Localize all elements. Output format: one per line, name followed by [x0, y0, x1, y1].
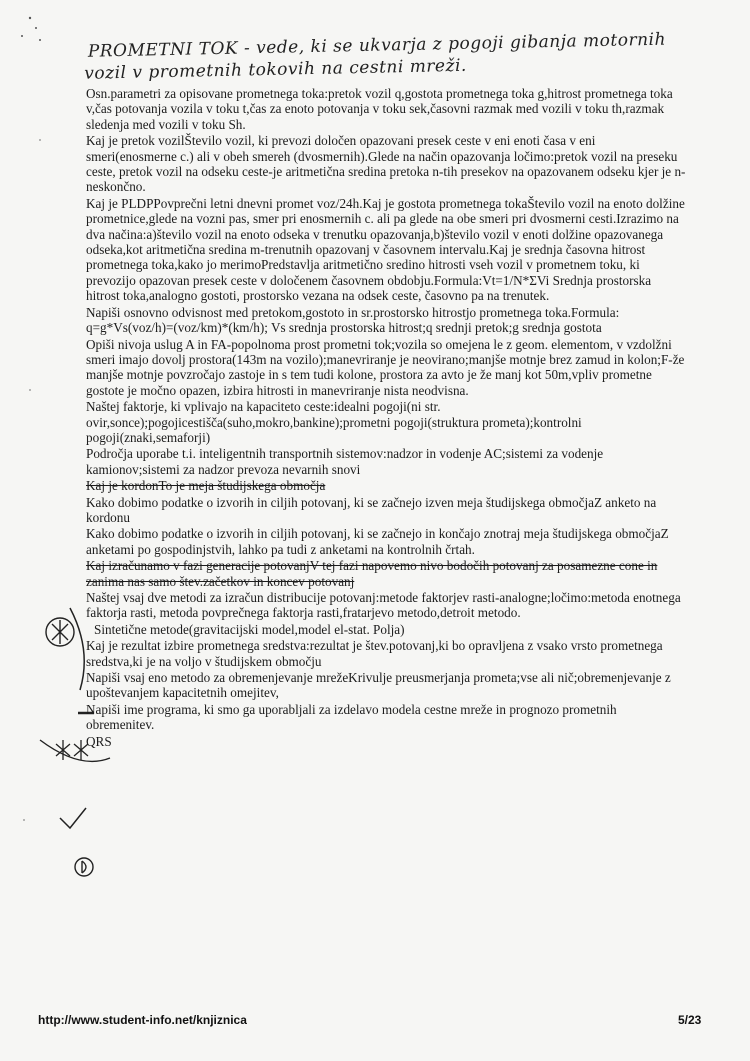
handwritten-line-1: PROMETNI TOK - vede, ki se ukvarja z pogoji gibanja motornih — [87, 29, 667, 62]
paragraph-inside-trips: Kako dobimo podatke o izvorih in ciljih potovanj, ki se začnejo in končajo znotraj meja študijskega območjaZ anketami po gospodinjstvih, lahko pa tudi z anketami na kontrolnih črtah. — [86, 526, 669, 557]
paragraph-qrs: QRS — [86, 733, 112, 749]
paragraph-capacity-factors: Naštej faktorje, ki vplivajo na kapaciteto ceste:idealni pogoji(ni str. ovir,sonce);pogojicestišča(suho,mokro,bankine);prometni pogoji(struktura prometa);kontrolni pogoji(znaki,semaforji) — [86, 399, 582, 445]
check-mark-icon — [60, 808, 86, 828]
star-mark-icon — [46, 618, 74, 646]
paragraph-its: Področja uporabe t.i. inteligentnih transportnih sistemov:nadzor in vodenje AC;sistemi za vodenje kamionov;sistemi za nadzor prevoza nevarnih snovi — [86, 446, 604, 477]
handwritten-line-2: vozil v prometnih tokovih na cestni mreži. — [84, 55, 468, 84]
paragraph-cordon-struck: Kaj je kordonTo je meja študijskega območja — [86, 478, 326, 494]
footer-url: http://www.student-info.net/knjiznica — [38, 1013, 247, 1027]
bracket-mark-icon — [70, 608, 84, 690]
circled-mark-icon — [75, 858, 93, 876]
paragraph-pldp: Kaj je PLDPPovprečni letni dnevni promet voz/24h.Kaj je gostota prometnega tokaŠtevilo vozil na enoto dolžine prometnice,glede na vozni pas, smer pri enosmernih c. ali pa glede na obe smeri pri dvosmerni cesti.Izrazimo na dva načina:a)število vozil na enoto odseka v trenutku opazovanja,b)število vozil v enoti dolžine opazovanega odseka,kot aritmetična sredina m-trenutnih opazovanj v časovnem intervalu.Kaj je srednja časovna hitrost prometnega toka,kako jo merimoPredstavlja aritmetično sredino hitrosti vseh vozil v prometnem toku, ki prevozijo opazovan presek ceste v določenem časovnem obdobju.Formula:Vt=1/N*ΣVi Srednja prostorska hitrost toka,analogno gostoti, prostorsko vezana na odsek ceste, časovno pa na trenutek. — [86, 195, 685, 304]
paragraph-relation: Napiši osnovno odvisnost med pretokom,gostoto in sr.prostorsko hitrostjo prometnega toka.Formula: q=g*Vs(voz/h)=(voz/km)*(km/h); Vs srednja prostorska hitrost;q srednji pretok;g srednja gostota — [86, 304, 620, 336]
main-text — [86, 86, 686, 750]
paragraph-program: Napiši ime programa, ki smo ga uporabljali za izdelavo modela cestne mreže in prognozo prometnih obremenitev. — [86, 701, 617, 733]
paragraph-outside-trips: Kako dobimo podatke o izvorih in ciljih potovanj, ki se začnejo izven meja študijskega območjaZ anketo na kordonu — [86, 494, 657, 525]
paragraph-generation-struck: Kaj izračunamo v fazi generacije potovanjV tej fazi napovemo nivo bodočih potovanj za posamezne cone in zanima nas samo štev.začetkov in koncev potovanj — [86, 558, 658, 589]
paragraph-synthetic: Sintetične metode(gravitacijski model,model el-stat. Polja) — [94, 621, 405, 637]
paragraph-service-levels: Opiši nivoja uslug A in FA-popolnoma prost prometni tok;vozila so omejena le z geom. elementom, v vzdolžni smeri imajo dovolj prostora(143m na vozilo);manevriranje je neovirano;manjše motnje brez zamud in kolon;F-že manjše motnje povzročajo zastoje in s tem tudi kolone, prostora za avto je že manj kot 50m,vpliv prometne gostote je močno opazen, izbira hitrosti in manevriranje nista neodvisna. — [86, 336, 685, 398]
asterisk-mark-icon — [56, 740, 88, 760]
paragraph-assignment: Napiši vsaj eno metodo za obremenjevanje mrežeKrivulje preusmerjanja prometa;vse ali nič;obremenjevanje z upoštevanjem kapacitetnih omejitev, — [86, 670, 671, 701]
paragraph-flow: Kaj je pretok vozilŠtevilo vozil, ki prevozi določen opazovani presek ceste v eni enoti časa v eni smeri(enosmerne c.) ali v obeh smereh (dvosmernih).Glede na način opazovanja ločimo:pretok vozil na preseku ceste, pretok vozil na odseku ceste-je aritmetična sredina pretoka n-tih presekov na opazovanem odseku kjer je n-neskončno. — [86, 133, 686, 195]
paragraph-parameters: Osn.parametri za opisovane prometnega toka:pretok vozil q,gostota prometnega toka g,hitrost prometnega toka v,čas potovanja vozila v toku t,čas za enoto potovanja v toku sek,časovni razmak med vozili v toku th,razmak sledenja med vozili v toku Sh. — [86, 86, 673, 132]
handwritten-heading — [84, 27, 729, 84]
paragraph-mode-choice: Kaj je rezultat izbire prometnega sredstva:rezultat je štev.potovanj,ki bo opravljena z vsako vrsto prometnega sredstva,ki je na voljo v študijskem območju — [86, 638, 663, 669]
page-number: 5/23 — [678, 1013, 702, 1027]
paragraph-distribution: Naštej vsaj dve metodi za izračun distribucije potovanj:metode faktorjev rasti-analogne;ločimo:metoda enotnega faktorja rasti, metoda povprečnega faktorja rasti,fratarjevo metodo,detroit metodo. — [86, 590, 681, 621]
